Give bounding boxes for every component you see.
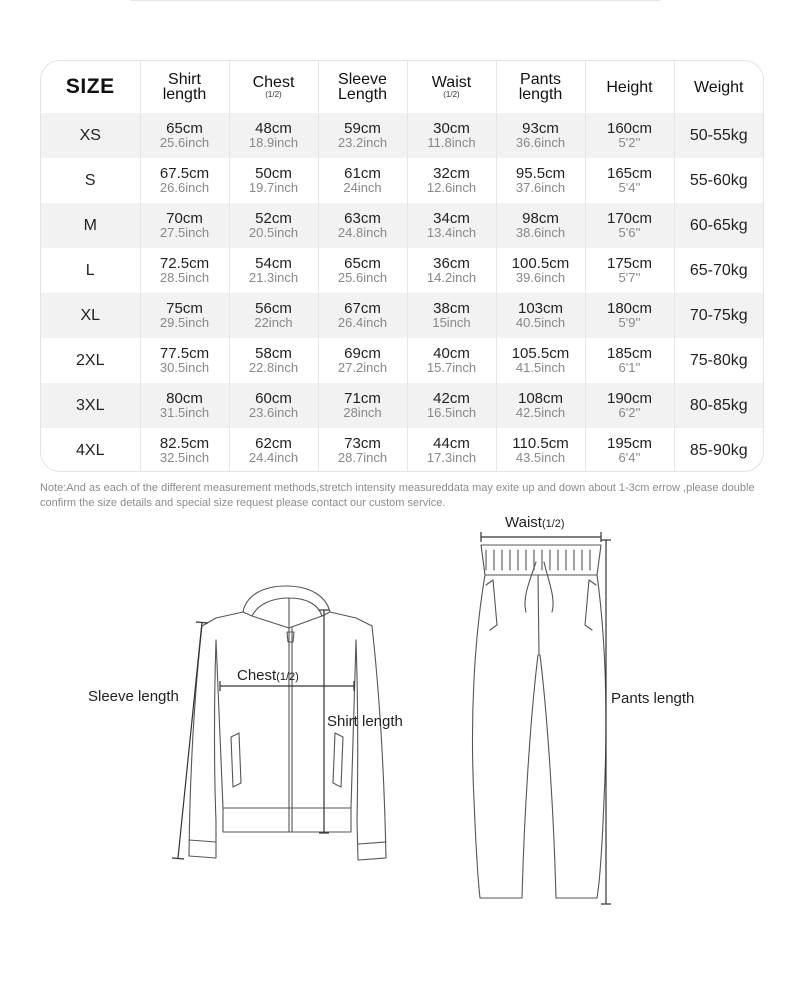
alt-unit-value: 32.5inch [159, 450, 210, 465]
header-line: Weight [693, 78, 744, 96]
header-line: Shirt [168, 71, 201, 88]
measurement-note: Note:And as each of the different measurement methods,stretch intensity measureddata may exite up and down about 1-3cm errow ,please double confirm the size details and special size request please contact our custom service. [40, 482, 755, 509]
alt-unit-value: 42.5inch [515, 405, 566, 420]
alt-unit-value: 25.6inch [159, 135, 210, 150]
sleeve-length-label: Sleeve length [88, 688, 179, 705]
alt-unit-value: 6'2'' [618, 405, 641, 420]
cm-value: 48cm [255, 120, 292, 137]
cm-value: 70cm [166, 210, 203, 227]
chest-label-text: Chest [237, 667, 277, 684]
size-cell: L [41, 248, 140, 293]
alt-unit-value: 20.5inch [248, 225, 299, 240]
alt-unit-value: 12.6inch [426, 180, 477, 195]
cm-value: 40cm [433, 345, 470, 362]
alt-unit-value: 11.8inch [427, 135, 476, 150]
alt-unit-value: 28inch [343, 405, 382, 420]
alt-unit-value: 6'4'' [618, 450, 641, 465]
cm-value: 100.5cm [511, 255, 570, 272]
cm-value: 80cm [166, 390, 203, 407]
alt-unit-value: 19.7inch [248, 180, 299, 195]
cm-value: 63cm [344, 210, 381, 227]
alt-unit-value: 28.7inch [337, 450, 388, 465]
cm-value: 165cm [606, 165, 653, 182]
alt-unit-value: 5'6'' [618, 225, 641, 240]
alt-unit-value: 5'9'' [618, 315, 641, 330]
cm-value: 103cm [517, 300, 564, 317]
cm-value: 67cm [344, 300, 381, 317]
size-cell: 3XL [41, 383, 140, 428]
cm-value: 98cm [522, 210, 559, 227]
cm-value: 56cm [255, 300, 292, 317]
pants-outline-icon [472, 545, 605, 898]
size-cell: M [41, 203, 140, 248]
weight-cell: 85-90kg [689, 441, 748, 459]
cm-value: 185cm [606, 345, 653, 362]
chest-label [237, 667, 299, 684]
cm-value: 77.5cm [159, 345, 210, 362]
alt-unit-value: 23.6inch [248, 405, 299, 420]
cm-value: 195cm [606, 435, 653, 452]
cm-value: 95.5cm [515, 165, 566, 182]
cm-value: 34cm [433, 210, 470, 227]
weight-cell: 60-65kg [674, 203, 763, 248]
cm-value: 52cm [255, 210, 292, 227]
weight-cell: 80-85kg [674, 383, 763, 428]
alt-unit-value: 27.2inch [337, 360, 388, 375]
cm-value: 67.5cm [159, 165, 210, 182]
header-sub: (1/2) [443, 90, 460, 99]
cm-value: 50cm [255, 165, 292, 182]
cm-value: 160cm [606, 120, 653, 137]
alt-unit-value: 5'4'' [618, 180, 641, 195]
alt-unit-value: 5'7'' [618, 270, 641, 285]
alt-unit-value: 29.5inch [159, 315, 210, 330]
cm-value: 71cm [344, 390, 381, 407]
alt-unit-value: 26.6inch [159, 180, 210, 195]
header-line: Pants [520, 71, 561, 88]
weight-cell: 55-60kg [689, 171, 748, 189]
header-line: Height [606, 78, 653, 96]
cm-value: 60cm [255, 390, 292, 407]
cm-value: 105.5cm [511, 345, 570, 362]
cm-value: 65cm [344, 255, 381, 272]
alt-unit-value: 24.4inch [248, 450, 299, 465]
alt-unit-value: 14.2inch [426, 270, 477, 285]
cm-value: 36cm [433, 255, 470, 272]
pants-length-label: Pants length [611, 690, 695, 707]
cm-value: 108cm [517, 390, 564, 407]
cm-value: 65cm [166, 120, 203, 137]
cm-value: 30cm [433, 120, 470, 137]
alt-unit-value: 22inch [254, 315, 293, 330]
header-line: Length [338, 86, 387, 103]
alt-unit-value: 30.5inch [159, 360, 210, 375]
alt-unit-value: 38.6inch [515, 225, 566, 240]
alt-unit-value: 31.5inch [159, 405, 210, 420]
waist-label-sub: (1/2) [541, 518, 565, 530]
cm-value: 59cm [344, 120, 381, 137]
alt-unit-value: 22.8inch [248, 360, 299, 375]
alt-unit-value: 27.5inch [159, 225, 210, 240]
alt-unit-value: 25.6inch [337, 270, 388, 285]
cm-value: 73cm [344, 435, 381, 452]
alt-unit-value: 6'1'' [618, 360, 641, 375]
size-cell: XL [41, 293, 140, 338]
cm-value: 38cm [433, 300, 470, 317]
cm-value: 42cm [433, 390, 470, 407]
header-line: length [162, 86, 207, 103]
size-cell: 4XL [41, 428, 140, 472]
weight-cell: 75-80kg [689, 351, 748, 369]
cm-value: 175cm [606, 255, 653, 272]
header-size: SIZE [41, 61, 140, 113]
header-line: Sleeve [338, 71, 387, 88]
waist-label-text: Waist [505, 514, 542, 531]
alt-unit-value: 15.7inch [426, 360, 477, 375]
cm-value: 180cm [606, 300, 653, 317]
alt-unit-value: 40.5inch [515, 315, 566, 330]
cm-value: 61cm [344, 165, 381, 182]
alt-unit-value: 41.5inch [515, 360, 566, 375]
cm-value: 58cm [255, 345, 292, 362]
alt-unit-value: 23.2inch [337, 135, 388, 150]
waist-label [505, 514, 565, 531]
alt-unit-value: 16.5inch [426, 405, 477, 420]
header-sub: (1/2) [265, 90, 282, 99]
weight-cell: 50-55kg [674, 113, 763, 158]
shirt-length-label: Shirt length [327, 713, 403, 730]
cm-value: 72.5cm [159, 255, 210, 272]
header-line: Chest [252, 74, 295, 91]
weight-cell: 70-75kg [674, 293, 763, 338]
size-cell: 2XL [41, 338, 140, 383]
alt-unit-value: 13.4inch [426, 225, 477, 240]
alt-unit-value: 15inch [432, 315, 471, 330]
cm-value: 170cm [606, 210, 653, 227]
alt-unit-value: 39.6inch [515, 270, 566, 285]
alt-unit-value: 28.5inch [159, 270, 210, 285]
alt-unit-value: 18.9inch [248, 135, 299, 150]
cm-value: 190cm [606, 390, 653, 407]
header-line: length [518, 86, 563, 103]
cm-value: 69cm [344, 345, 381, 362]
cm-value: 93cm [522, 120, 559, 137]
cm-value: 54cm [255, 255, 292, 272]
cm-value: 44cm [433, 435, 470, 452]
alt-unit-value: 17.3inch [426, 450, 477, 465]
cm-value: 75cm [166, 300, 203, 317]
cm-value: 110.5cm [512, 435, 569, 452]
weight-cell: 65-70kg [689, 261, 748, 279]
alt-unit-value: 26.4inch [337, 315, 388, 330]
alt-unit-value: 24inch [343, 180, 382, 195]
alt-unit-value: 24.8inch [337, 225, 388, 240]
alt-unit-value: 5'2'' [618, 135, 641, 150]
chest-label-sub: (1/2) [276, 671, 299, 683]
alt-unit-value: 36.6inch [515, 135, 566, 150]
size-cell: XS [41, 113, 140, 158]
alt-unit-value: 21.3inch [248, 270, 299, 285]
cm-value: 32cm [433, 165, 470, 182]
cm-value: 62cm [255, 435, 292, 452]
alt-unit-value: 37.6inch [515, 180, 566, 195]
cm-value: 82.5cm [159, 435, 210, 452]
alt-unit-value: 43.5inch [515, 450, 566, 465]
header-line: Waist [431, 74, 472, 91]
size-cell: S [41, 158, 140, 203]
